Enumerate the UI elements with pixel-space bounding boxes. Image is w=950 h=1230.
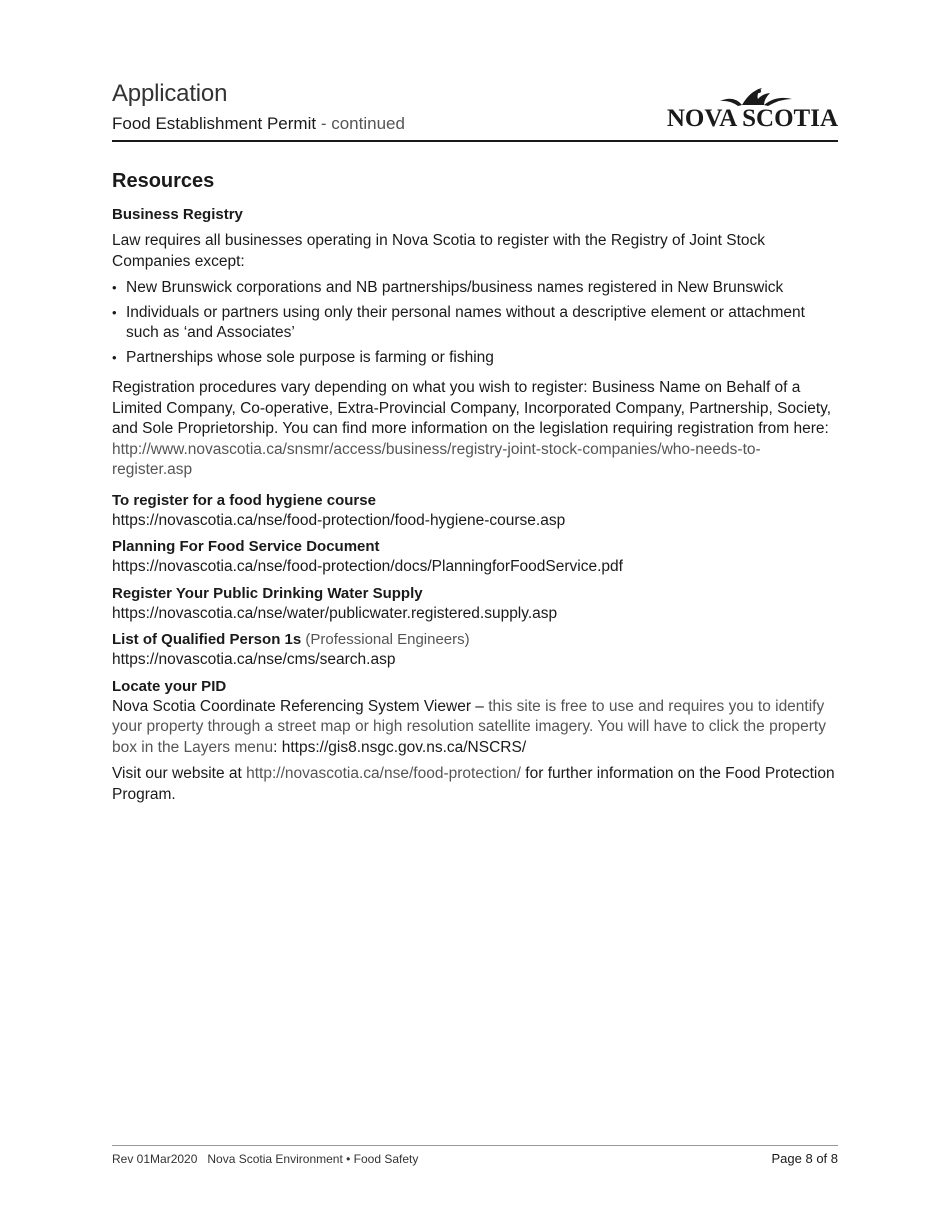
- logo-wordmark: NOVA SCOTIA: [666, 105, 838, 132]
- nscrs-link[interactable]: https://gis8.nsgc.gov.ns.ca/NSCRS/: [281, 738, 527, 756]
- list-item: • Individuals or partners using only their personal names without a descriptive element or attachment such as ‘and Associates’: [112, 303, 838, 344]
- registration-procedures: [112, 378, 838, 481]
- planning-document-link[interactable]: https://novascotia.ca/nse/food-protection/docs/PlanningforFoodService.pdf: [112, 558, 623, 575]
- lion-crest-icon: [658, 85, 838, 107]
- viewer-colon: :: [273, 738, 282, 756]
- pid-description: [112, 697, 838, 759]
- viewer-name: Nova Scotia Coordinate Referencing System Viewer –: [112, 697, 489, 715]
- planning-document-heading: Planning For Food Service Document: [112, 538, 380, 555]
- footer-info: [112, 1152, 418, 1166]
- food-protection-link[interactable]: http://novascotia.ca/nse/food-protection/: [246, 765, 521, 782]
- subtitle-main: Food Establishment Permit: [112, 114, 317, 133]
- nova-scotia-logo: [658, 85, 838, 133]
- list-item: • Partnerships whose sole purpose is farming or fishing: [112, 348, 838, 369]
- resources-content: [112, 170, 838, 805]
- qualified-person-link[interactable]: https://novascotia.ca/nse/cms/search.asp: [112, 651, 396, 668]
- department-name: Nova Scotia Environment • Food Safety: [207, 1152, 419, 1166]
- footer-divider: [112, 1145, 838, 1146]
- subtitle-suffix: - continued: [316, 114, 405, 133]
- business-registry-heading: Business Registry: [112, 206, 243, 223]
- qualified-person-note: (Professional Engineers): [301, 631, 470, 648]
- registry-link[interactable]: http://www.novascotia.ca/snsmr/access/business/registry-joint-stock-companies/who-needs-to-register.asp: [112, 440, 761, 478]
- qualified-person-title: List of Qualified Person 1s: [112, 631, 302, 648]
- water-supply-heading: Register Your Public Drinking Water Supply: [112, 584, 423, 602]
- procedures-text: Registration procedures vary depending on what you wish to register: Business Name on Behalf of a Limited Company, Co-operative, Extra-Provincial Company, Incorporated Company, Partnership, Society, and Sole Proprietorship. You can find more information on the legislation requiring registration from here:: [112, 379, 832, 437]
- revision-date: Rev 01Mar2020: [112, 1152, 198, 1166]
- list-item: • New Brunswick corporations and NB partnerships/business names registered in New Brunswick: [112, 278, 838, 299]
- resources-heading: Resources: [112, 170, 215, 192]
- website-note: [112, 764, 838, 805]
- hygiene-course-link[interactable]: https://novascotia.ca/nse/food-protection/food-hygiene-course.asp: [112, 511, 566, 529]
- page-number: Page 8 of 8: [771, 1151, 838, 1166]
- header-divider: [112, 140, 838, 142]
- page: [112, 0, 838, 1230]
- exception-list: [112, 278, 838, 368]
- viewer-description: this site is free to use and requires you to identify your property through a street map or high resolution satellite imagery. You will have to click the property box in the Layers menu: [112, 697, 826, 756]
- locate-pid-heading: Locate your PID: [112, 677, 227, 695]
- website-suffix: for further information on the Food Protection Program.: [112, 765, 835, 803]
- qualified-person-heading: [112, 630, 838, 650]
- business-registry-intro: Law requires all businesses operating in Nova Scotia to register with the Registry of Joint Stock Companies except:: [112, 232, 766, 270]
- document-title: Application: [112, 80, 228, 107]
- document-subtitle: [112, 114, 405, 134]
- website-prefix: Visit our website at: [112, 765, 247, 782]
- hygiene-course-heading: To register for a food hygiene course: [112, 491, 376, 509]
- water-supply-link[interactable]: https://novascotia.ca/nse/water/publicwater.registered.supply.asp: [112, 604, 558, 622]
